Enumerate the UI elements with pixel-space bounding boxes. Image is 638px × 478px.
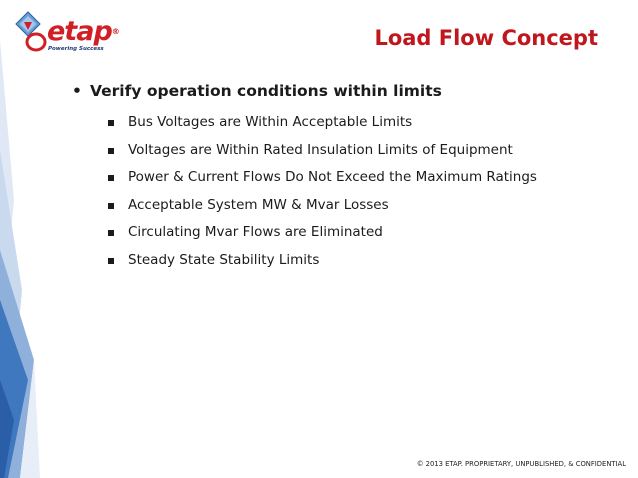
square-bullet-icon (108, 230, 114, 236)
list-item: Circulating Mvar Flows are Eliminated (108, 224, 537, 252)
square-bullet-icon (108, 175, 114, 181)
list-item: Steady State Stability Limits (108, 252, 537, 280)
logo-wordmark: etap® (47, 16, 119, 47)
list-item: Voltages are Within Rated Insulation Limits of Equipment (108, 142, 537, 170)
list-item: Acceptable System MW & Mvar Losses (108, 197, 537, 225)
main-bullet (72, 82, 442, 100)
list-item: Bus Voltages are Within Acceptable Limits (108, 114, 537, 142)
bullet-dot-icon: • (72, 82, 82, 100)
main-bullet-text: Verify operation conditions within limits (90, 82, 442, 100)
square-bullet-icon (108, 148, 114, 154)
logo-tagline: Powering Success (48, 46, 104, 52)
list-item: Power & Current Flows Do Not Exceed the Maximum Ratings (108, 169, 537, 197)
square-bullet-icon (108, 120, 114, 126)
copyright-footer: © 2013 ETAP. PROPRIETARY, UNPUBLISHED, & CONFIDENTIAL (416, 460, 626, 468)
square-bullet-icon (108, 258, 114, 264)
slide-title: Load Flow Concept (374, 26, 598, 50)
sub-bullet-list (108, 114, 537, 280)
square-bullet-icon (108, 203, 114, 209)
etap-logo (14, 10, 119, 58)
